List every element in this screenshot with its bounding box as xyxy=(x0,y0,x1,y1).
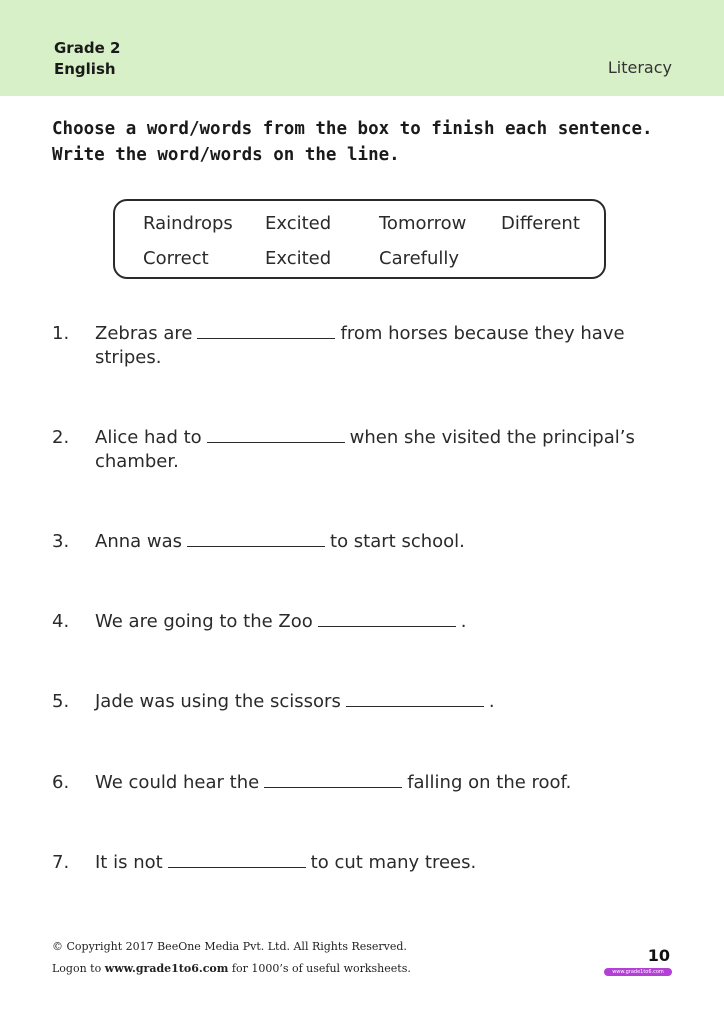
answer-blank[interactable] xyxy=(346,705,484,707)
page-header xyxy=(0,0,724,96)
question-text-after: to start school. xyxy=(330,531,465,552)
instruction-line-2: Write the word/words on the line. xyxy=(52,145,400,165)
word-excited-2: Excited xyxy=(265,248,332,269)
answer-blank[interactable] xyxy=(197,337,335,339)
subject-label: English xyxy=(54,60,116,78)
question-text-before: Jade was using the scissors xyxy=(95,691,341,712)
logon-prefix: Logon to xyxy=(52,962,102,975)
logon-text xyxy=(52,962,411,975)
question-text-after: . xyxy=(460,611,467,632)
word-box xyxy=(113,199,606,279)
answer-blank[interactable] xyxy=(264,786,402,788)
question-text-continued: stripes. xyxy=(95,347,162,368)
grade-label: Grade 2 xyxy=(54,39,121,57)
question-text-after: from horses because they have xyxy=(340,323,625,344)
word-correct: Correct xyxy=(143,248,209,269)
logon-suffix: for 1000’s of useful worksheets. xyxy=(231,962,411,975)
question-number: 4. xyxy=(52,611,70,632)
question-number: 1. xyxy=(52,323,70,344)
question-number: 7. xyxy=(52,852,70,873)
site-link[interactable]: www.grade1to6.com xyxy=(104,962,229,975)
question-number: 5. xyxy=(52,691,70,712)
question-text-before: Alice had to xyxy=(95,427,202,448)
header-left xyxy=(54,38,120,80)
question-text-before: We could hear the xyxy=(95,772,260,793)
question-number: 6. xyxy=(52,772,70,793)
answer-blank[interactable] xyxy=(168,866,306,868)
question-text-before: It is not xyxy=(95,852,163,873)
answer-blank[interactable] xyxy=(318,625,456,627)
word-carefully: Carefully xyxy=(379,248,460,269)
word-excited: Excited xyxy=(265,213,332,234)
answer-blank[interactable] xyxy=(207,441,345,443)
question-text-after: falling on the roof. xyxy=(407,772,572,793)
question-text-before: Anna was xyxy=(95,531,183,552)
question-text-before: We are going to the Zoo xyxy=(95,611,313,632)
instructions xyxy=(52,116,692,168)
question-text-after: to cut many trees. xyxy=(310,852,477,873)
question-number: 2. xyxy=(52,427,70,448)
word-raindrops: Raindrops xyxy=(143,213,233,234)
instruction-line-1: Choose a word/words from the box to finish each sentence. xyxy=(52,119,653,139)
question-text-after: when she visited the principal’s xyxy=(349,427,635,448)
site-badge: www.grade1to6.com xyxy=(604,968,672,976)
word-tomorrow: Tomorrow xyxy=(379,213,467,234)
word-different: Different xyxy=(501,213,580,234)
question-text-before: Zebras are xyxy=(95,323,193,344)
page-number: 10 xyxy=(647,946,670,965)
question-number: 3. xyxy=(52,531,70,552)
category-label: Literacy xyxy=(607,58,672,77)
answer-blank[interactable] xyxy=(187,545,325,547)
question-text-after: . xyxy=(488,691,495,712)
copyright-text: © Copyright 2017 BeeOne Media Pvt. Ltd. All Rights Reserved. xyxy=(52,940,407,953)
question-text-continued: chamber. xyxy=(95,451,179,472)
